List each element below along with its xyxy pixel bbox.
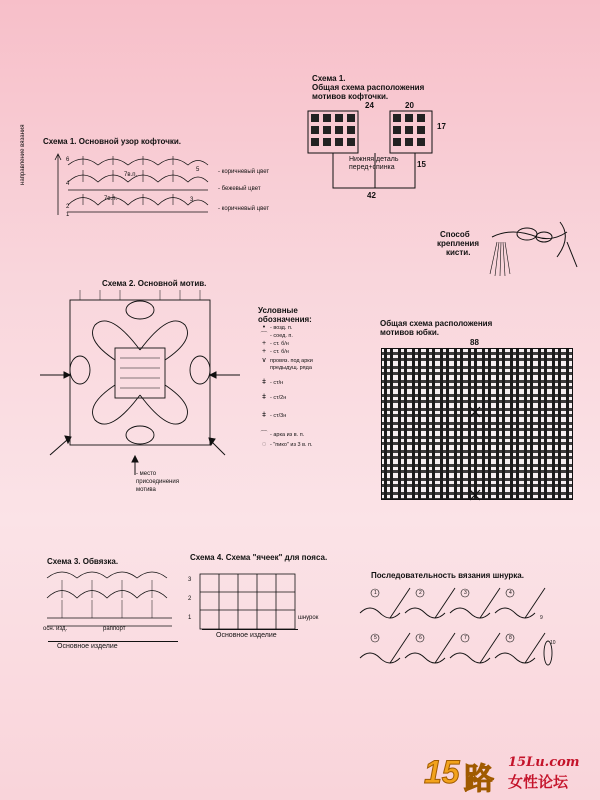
skirt-title-2: мотивов юбки. — [380, 328, 439, 337]
scheme4-row-1: 1 — [188, 615, 192, 621]
legend-row — [258, 358, 313, 364]
cord-step-6: 6 — [419, 635, 422, 641]
legend-symbol: + — [261, 340, 267, 347]
jacket-center-label-1: Нижняя деталь — [349, 156, 399, 163]
scheme1-row-num-4: 4 — [66, 181, 70, 187]
legend-row — [258, 349, 289, 355]
legend-text: - возд. п. — [270, 325, 293, 331]
legend-title-2: обозначения: — [258, 315, 312, 324]
legend-symbol: ǂ — [261, 379, 267, 386]
legend-row — [258, 442, 313, 448]
cord-step-3: 3 — [464, 590, 467, 596]
watermark-cn1: 路 — [464, 762, 494, 797]
legend-text: провяз. под арки — [270, 358, 313, 364]
jacket-dim-top-left: 24 — [365, 101, 374, 110]
jacket-center-label-2: перед+спинка — [349, 164, 395, 171]
legend-text: - ст. б/н — [270, 349, 289, 355]
scheme4-base-line — [202, 629, 298, 630]
jacket-title-3: мотивов кофточки. — [312, 92, 389, 101]
skirt-width: 88 — [470, 338, 479, 347]
legend-text: - "пико" из 3 в. п. — [270, 442, 313, 448]
legend-symbol: ◌ — [261, 441, 267, 448]
scheme3-bottom-right: раппорт — [103, 626, 126, 632]
scheme4-diagram — [195, 566, 305, 636]
jacket-dim-right-mid: 15 — [417, 160, 426, 169]
legend-symbol: ∨ — [261, 357, 267, 364]
legend-title-1: Условные — [258, 306, 298, 315]
legend-symbol: • — [262, 324, 266, 331]
scheme4-row-3: 3 — [188, 577, 192, 583]
legend-symbol: ⌒ — [260, 332, 268, 339]
scheme1-row-num-5: 5 — [196, 167, 200, 173]
jacket-title-2: Общая схема расположения — [312, 83, 425, 92]
jacket-title-1: Схема 1. — [312, 74, 346, 83]
motif-diagram — [40, 290, 240, 470]
cord-step-4: 4 — [509, 590, 512, 596]
legend-text: - ст. б/н — [270, 341, 289, 347]
legend-list — [258, 325, 368, 455]
attach-line-3: кисти. — [446, 248, 471, 257]
legend-text: - ст/н — [270, 380, 284, 386]
watermark-site: 15Lu.com — [508, 755, 580, 770]
legend-symbol: ǂ — [261, 394, 267, 401]
cord-step-8: 8 — [509, 635, 512, 641]
legend-row — [258, 341, 289, 347]
scheme1-color-3: - коричневый цвет — [218, 206, 270, 212]
legend-symbol: + — [261, 348, 267, 355]
scheme3-title: Схема 3. Обвязка. — [47, 557, 119, 566]
skirt-cross-marks — [466, 405, 486, 505]
legend-row — [258, 325, 292, 331]
attach-line-1: Способ — [440, 230, 470, 239]
legend-symbol: ⌒ — [260, 431, 268, 438]
scheme1-title: Схема 1. Основной узор кофточки. — [43, 137, 182, 146]
legend-text: - арка из в. п. — [270, 432, 305, 438]
legend-text: - соед. п. — [270, 333, 293, 339]
scheme2-title: Схема 2. Основной мотив. — [102, 279, 207, 288]
cord-step-9: 9 — [540, 615, 543, 621]
scheme2-note-2: присоединения — [136, 479, 179, 485]
scheme4-title: Схема 4. Схема "ячеек" для пояса. — [190, 553, 328, 562]
scheme3-base-line — [48, 641, 178, 642]
cord-step-10: 10 — [550, 640, 556, 646]
scheme1-row-label-1: 7в.п. — [124, 172, 138, 178]
cord-step-1: 1 — [374, 590, 377, 596]
scheme1-row-label-2: 7в.п. — [104, 196, 118, 202]
scheme1-color-2: - бежевый цвет — [218, 186, 261, 192]
jacket-dim-bottom: 42 — [367, 191, 376, 200]
legend-row — [258, 365, 312, 371]
tassel-illustration — [482, 212, 582, 282]
legend-text: - ст/3н — [270, 413, 287, 419]
watermark-cn2: 女性论坛 — [508, 773, 569, 791]
scheme2-note-3: мотива — [136, 487, 156, 493]
cord-step-7: 7 — [464, 635, 467, 641]
legend-text: - ст/2н — [270, 395, 287, 401]
scheme1-color-1: - коричневый цвет — [218, 169, 270, 175]
scheme1-side-label: направление вязания — [20, 124, 26, 185]
skirt-title-1: Общая схема расположения — [380, 319, 493, 328]
watermark-logo — [424, 752, 594, 797]
jacket-dim-right-top: 17 — [437, 122, 446, 131]
legend-row — [258, 380, 283, 386]
scheme1-row-num-3: 3 — [190, 197, 194, 203]
attach-line-2: крепления — [437, 239, 480, 248]
scheme1-row-num-6: 6 — [66, 157, 70, 163]
watermark-digits: 15 — [424, 754, 460, 790]
legend-text: предыдущ. ряда — [270, 365, 312, 371]
legend-row — [258, 413, 286, 419]
scheme3-bottom-left: осн. изд. — [43, 626, 68, 632]
jacket-layout-diagram — [305, 108, 445, 193]
scheme4-base-label: Основное изделие — [216, 632, 277, 639]
cord-step-5: 5 — [374, 635, 377, 641]
legend-symbol: ǂ — [261, 412, 267, 419]
jacket-dim-top-right: 20 — [405, 101, 414, 110]
legend-row — [258, 432, 304, 438]
cord-title: Последовательность вязания шнурка. — [371, 571, 524, 580]
scheme1-diagram — [48, 150, 218, 230]
scheme4-row-2: 2 — [188, 596, 192, 602]
legend-row — [258, 333, 293, 339]
legend-row — [258, 395, 286, 401]
scheme1-row-num-1: 1 — [66, 212, 70, 218]
scheme4-side: шнурок — [298, 615, 319, 621]
scheme2-note-1: - место — [136, 471, 157, 477]
scheme3-base-label: Основное изделие — [57, 643, 118, 650]
cord-step-2: 2 — [419, 590, 422, 596]
cord-steps-illustration — [355, 583, 555, 683]
scheme1-row-num-2: 2 — [66, 204, 70, 210]
